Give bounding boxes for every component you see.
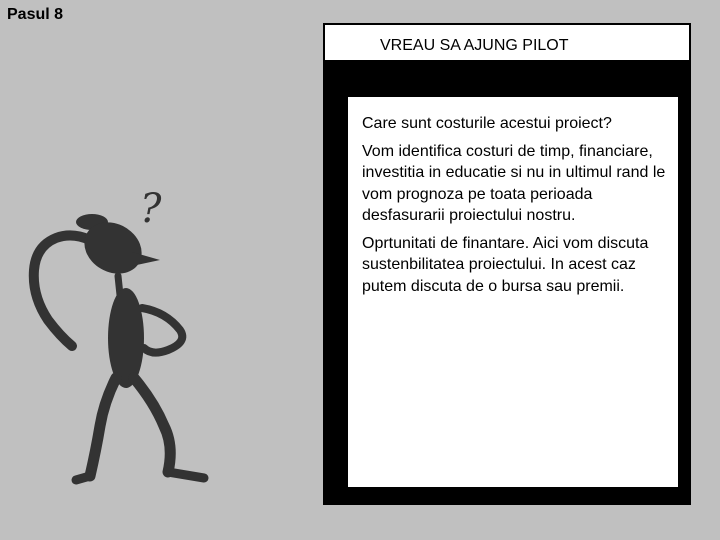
step-title: Pasul 8 <box>7 6 64 23</box>
funding-paragraph: Oprtunitati de finantare. Aici vom discuta sustenbilitatea proiectului. In acest caz putem discuta de o bursa sau premii. <box>362 234 649 295</box>
costs-paragraph: Vom identifica costuri de timp, financiare, investitia in educatie si nu in ultimul rand le vom prognoza pe toata perioada desfasurarii proiectului nostru. <box>362 142 666 224</box>
content-text-box <box>348 97 678 487</box>
question-mark: ? <box>140 186 162 232</box>
thinking-person-icon <box>34 186 204 480</box>
question-paragraph: Care sunt costurile acestui proiect? <box>362 115 612 132</box>
content-panel <box>323 23 691 505</box>
thinking-person-illustration <box>20 180 250 500</box>
panel-title: VREAU SA AJUNG PILOT <box>325 25 689 60</box>
